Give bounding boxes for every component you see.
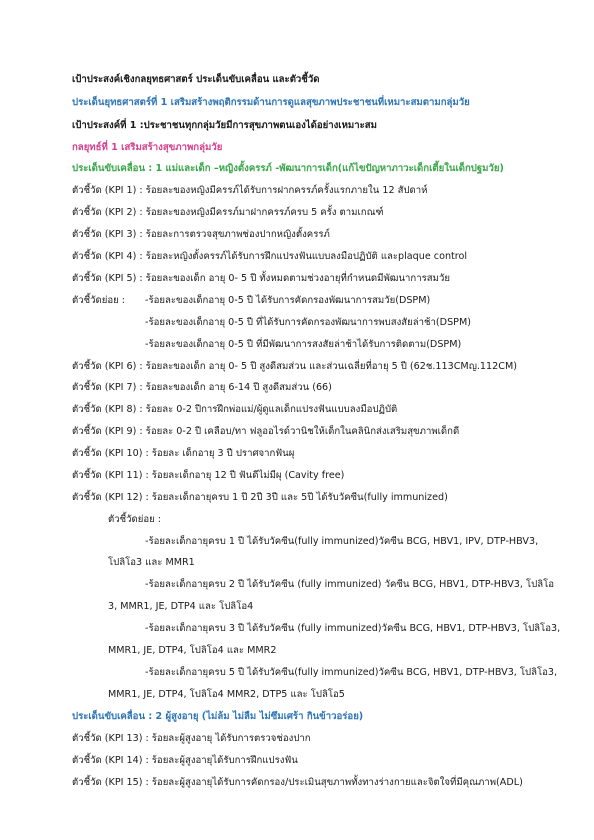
plan-1-title: กลยุทธ์ที่ 1 เสริมสร้างสุขภาพกลุ่มวัย	[72, 142, 223, 153]
kpi-12-sub-a-line2: โปลิโอ3 และ MMR1	[108, 557, 195, 568]
kpi-3: ตัวชี้วัด (KPI 3) : ร้อยละการตรวจสุขภาพช่องปากหญิงตั้งครรภ์	[72, 229, 330, 240]
kpi-12-sub-d-line2: MMR1, JE, DTP4, โปลิโอ4 MMR2, DTP5 และ โปลิโอ5	[108, 689, 345, 700]
kpi-12: ตัวชี้วัด (KPI 12) : ร้อยละเด็กอายุครบ 1 ปี 2ปี 3ปี และ 5ปี ได้รับวัคซีน(fully immunized)	[72, 492, 448, 503]
kpi-4: ตัวชี้วัด (KPI 4) : ร้อยละหญิงตั้งครรภ์ได้รับการฝึกแปรงฟันแบบลงมือปฏิบัติ และplaque control	[72, 251, 468, 262]
kpi-8: ตัวชี้วัด (KPI 8) : ร้อยละ 0-2 ปีการฝึกพ่อแม่/ผู้ดูแลเด็กแปรงฟันแบบลงมือปฏิบัติ	[72, 404, 398, 415]
kpi-5: ตัวชี้วัด (KPI 5) : ร้อยละของเด็ก อายุ 0- 5 ปี ทั้งหมดตามช่วงอายุที่กำหนดมีพัฒนาการสมวัย	[72, 273, 450, 284]
kpi-11: ตัวชี้วัด (KPI 11) : ร้อยละเด็กอายุ 12 ปี ฟันดีไม่มีผุ (Cavity free)	[72, 470, 345, 481]
kpi-12-sub-a-line1: -ร้อยละเด็กอายุครบ 1 ปี ได้รับวัคซีน(fully immunized)วัคซีน BCG, HBV1, IPV, DTP-HBV3,	[145, 536, 539, 547]
kpi-5-sub-c: -ร้อยละของเด็กอายุ 0-5 ปี ที่มีพัฒนาการสงสัยล่าช้าได้รับการติดตาม(DSPM)	[145, 339, 462, 350]
kpi-1: ตัวชี้วัด (KPI 1) : ร้อยละของหญิงมีครรภ์ได้รับการฝากครรภ์ครั้งแรกภายใน 12 สัปดาห์	[72, 185, 428, 196]
kpi-12-sub-b-line1: -ร้อยละเด็กอายุครบ 2 ปี ได้รับวัคซีน (fully immunized) วัคซีน BCG, HBV1, DTP-HBV3, โปลิโอ	[145, 579, 555, 590]
kpi-12-sub-b-line2: 3, MMR1, JE, DTP4 และ โปลิโอ4	[108, 601, 254, 612]
kpi-10: ตัวชี้วัด (KPI 10) : ร้อยละ เด็กอายุ 3 ปี ปราศจากฟันผุ	[72, 448, 295, 459]
kpi-9: ตัวชี้วัด (KPI 9) : ร้อยละ 0-2 ปี เคลือบ/ทา ฟลูออไรด์วานิชให้เด็กในคลินิกส่งเสริมสุขภาพเด็กดี	[72, 426, 460, 437]
kpi-7: ตัวชี้วัด (KPI 7) : ร้อยละของเด็ก อายุ 6-14 ปี สูงดีสมส่วน (66)	[72, 382, 332, 393]
driver-2-title: ประเด็นขับเคลื่อน : 2 ผู้สูงอายุ (ไม่ล้ม ไม่ลืม ไม่ซึมเศร้า กินข้าวอร่อย)	[72, 711, 364, 722]
kpi-5-sub-label: ตัวชี้วัดย่อย :	[72, 295, 126, 306]
strategy-1-title: ประเด็นยุทธศาสตร์ที่ 1 เสริมสร้างพฤติกรรมด้านการดูแลสุขภาพประชาชนที่เหมาะสมตามกลุ่มวัย	[72, 97, 470, 108]
kpi-15: ตัวชี้วัด (KPI 15) : ร้อยละผู้สูงอายุได้รับการคัดกรอง/ประเมินสุขภาพทั้งทางร่างกายและจิตใจที่มีคุณภาพ(ADL)	[72, 777, 523, 788]
document-heading: เป้าประสงค์เชิงกลยุทธศาสตร์ ประเด็นขับเคลื่อน และตัวชี้วัด	[72, 74, 320, 85]
kpi-12-sub-d-line1: -ร้อยละเด็กอายุครบ 5 ปี ได้รับวัคซีน(fully immunized)วัคซีน BCG, HBV1, DTP-HBV3, โปลิโอ3,	[145, 667, 558, 678]
kpi-12-sub-c-line2: MMR1, JE, DTP4, โปลิโอ4 และ MMR2	[108, 645, 277, 656]
kpi-2: ตัวชี้วัด (KPI 2) : ร้อยละของหญิงมีครรภ์มาฝากครรภ์ครบ 5 ครั้ง ตามเกณฑ์	[72, 207, 384, 218]
kpi-12-sub-label: ตัวชี้วัดย่อย :	[108, 514, 162, 525]
driver-1-title: ประเด็นขับเคลื่อน : 1 แม่และเด็ก –หญิงตั้งครรภ์ -พัฒนาการเด็ก(แก้ไขปัญหาภาวะเด็กเตี้ยในเด็กปฐมวัย)	[72, 163, 504, 174]
kpi-6: ตัวชี้วัด (KPI 6) : ร้อยละของเด็ก อายุ 0- 5 ปี สูงดีสมส่วน และส่วนเฉลี่ยที่อายุ 5 ปี (62ช.113CMญ.112CM)	[72, 361, 517, 372]
goal-1-title: เป้าประสงค์ที่ 1 :ประชาชนทุกกลุ่มวัยมีการสุขภาพตนเองได้อย่างเหมาะสม	[72, 120, 377, 131]
kpi-14: ตัวชี้วัด (KPI 14) : ร้อยละผู้สูงอายุได้รับการฝึกแปรงฟัน	[72, 755, 298, 766]
kpi-5-sub-a: -ร้อยละของเด็กอายุ 0-5 ปี ได้รับการคัดกรองพัฒนาการสมวัย(DSPM)	[145, 295, 431, 306]
kpi-13: ตัวชี้วัด (KPI 13) : ร้อยละผู้สูงอายุ ได้รับการตรวจช่องปาก	[72, 733, 311, 744]
kpi-12-sub-c-line1: -ร้อยละเด็กอายุครบ 3 ปี ได้รับวัคซีน (fully immunized)วัคซีน BCG, HBV1, DTP-HBV3, โปลิโอ3,	[145, 623, 561, 634]
kpi-5-sub-b: -ร้อยละของเด็กอายุ 0-5 ปี ที่ได้รับการคัดกรองพัฒนาการพบสงสัยล่าช้า(DSPM)	[145, 317, 471, 328]
